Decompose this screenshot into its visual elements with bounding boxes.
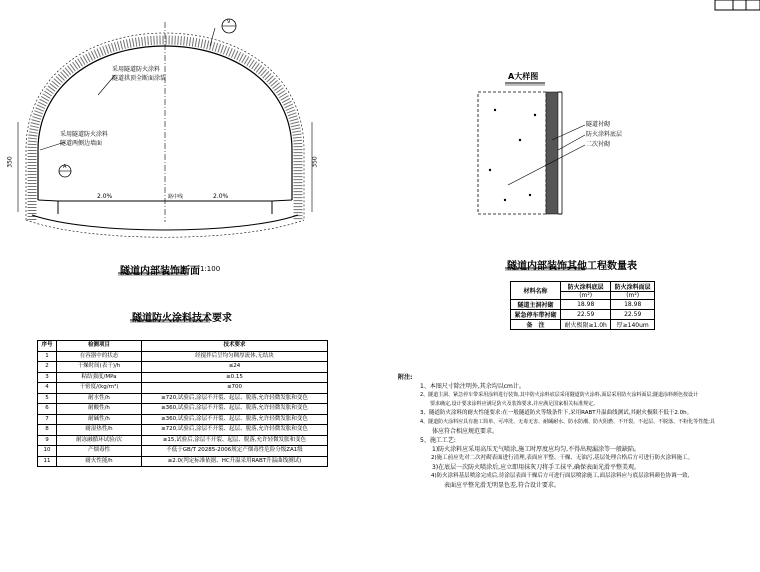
qty-cell: 耐火极限≥1.0h <box>560 320 610 330</box>
detail-a-drawing <box>478 83 585 270</box>
quantity-table-title: 隧道内部装饰其他工程数量表 <box>507 261 637 272</box>
spec-cell: ≥720,试验后,涂层不开裂、起层、脱落,允许轻微发胀和变色 <box>142 393 328 404</box>
slope-right: 2.0% <box>213 193 229 200</box>
table-row <box>511 320 655 330</box>
note-line: 2、隧道主洞、紧急停车带采用涂料进行装饰,其中防火涂料底层采用隧道防火涂料,面层采用防火涂料面层;隧道涂料颜色按设计 <box>420 392 699 398</box>
qty-header-cell: 防火涂料面层 <box>611 282 655 292</box>
spec-cell: 耐酸性/h <box>57 404 142 415</box>
note-line: 体应符合相应规范要求。 <box>420 428 499 435</box>
slope-left: 2.0% <box>97 193 113 200</box>
detail-a-label-3: 二次衬砌 <box>586 141 611 148</box>
qty-cell: 备 注 <box>511 320 561 330</box>
label-side-2: 隧道两侧边墙面 <box>60 140 103 147</box>
spec-cell: 11 <box>38 456 57 467</box>
spec-cell: 4 <box>38 383 57 394</box>
label-side-1: 采用隧道防火涂料 <box>60 131 109 138</box>
callout-sheet-label: 9 <box>227 19 231 25</box>
spec-header-cell: 技术要求 <box>142 341 328 352</box>
spec-cell: 2 <box>38 362 57 373</box>
spec-cell: ≥360,试验后,涂层不开裂、起层、脱落,允许轻微发胀和变色 <box>142 414 328 425</box>
spec-cell: 耐水性/h <box>57 393 142 404</box>
height-left: 350 <box>6 156 14 168</box>
spec-cell: 耐湿热性/h <box>57 425 142 436</box>
note-line: 3)在底层一次防火喷涂后,应立即用抹灰刀将手工抹平,确保表面光滑平整美观。 <box>420 464 640 471</box>
note-line: 表面应平整光滑无明显色差,符合设计要求。 <box>420 482 560 489</box>
spec-cell: 7 <box>38 414 57 425</box>
spec-cell: 5 <box>38 393 57 404</box>
note-line: 4)防火涂料基层喷涂完成后,待涂层表面干燥后方可进行面层喷涂施工,面层涂料应与底层涂料颜色协调一致, <box>420 473 690 479</box>
qty-header-cell: 材料名称 <box>511 282 561 300</box>
notes-heading: 附注: <box>398 374 413 381</box>
label-upper-1: 采用隧道防火涂料 <box>112 66 161 73</box>
spec-cell: 1 <box>38 351 57 362</box>
spec-table-title: 隧道防火涂料技术要求 <box>132 313 232 324</box>
spec-table-header <box>38 341 328 352</box>
spec-cell: 不低于GB/T 20285-2006规定产烟毒性危险分级ZA1级 <box>142 446 328 457</box>
qty-cell: 厚≥140um <box>611 320 655 330</box>
detail-a-label-2: 防火涂料底层 <box>586 131 623 138</box>
spec-cell: ≥360,试验后,涂层不开裂、起层、脱落,允许轻微发胀和变色 <box>142 404 328 415</box>
spec-cell: ≥15,试验后,涂层不开裂、起层、脱落,允许轻微发胀和变色 <box>142 435 328 446</box>
spec-header-cell: 序号 <box>38 341 57 352</box>
table-row <box>38 425 328 436</box>
spec-cell: 9 <box>38 435 57 446</box>
spec-cell: 在容器中的状态 <box>57 351 142 362</box>
note-line: 2)施工前应先对二次衬砌表面进行清理,表面应平整、干燥、无油污,基层处理合格后方可进行防火涂料施工。 <box>420 455 694 461</box>
note-line: 1)防火涂料应采用高压无气喷涂,施工时厚度应均匀,不得出现漏涂等一般缺陷。 <box>420 446 640 453</box>
spec-cell: ≥0.15 <box>142 372 328 383</box>
note-line: 要求确定,设计要求涂料应满足防火及装饰要求,并应满足国家相关标准规定。 <box>420 401 599 407</box>
table-row <box>38 393 328 404</box>
spec-header-cell: 检测项目 <box>57 341 142 352</box>
table-row <box>38 456 328 467</box>
qty-cell: 22.59 <box>560 310 610 320</box>
table-row <box>511 300 655 310</box>
tunnel-section-title: 隧道内部装饰断面 <box>120 266 200 277</box>
table-row <box>511 310 655 320</box>
qty-cell: 18.98 <box>611 300 655 310</box>
table-row <box>38 372 328 383</box>
spec-cell: 耐火性能/h <box>57 456 142 467</box>
spec-cell: 10 <box>38 446 57 457</box>
tunnel-section-scale: 1:100 <box>200 265 221 273</box>
spec-cell: ≤700 <box>142 383 328 394</box>
detail-a-title: A大样图 <box>508 72 539 81</box>
height-right: 350 <box>311 156 319 168</box>
spec-cell: ≤24 <box>142 362 328 373</box>
table-row <box>38 362 328 373</box>
spec-cell: 8 <box>38 425 57 436</box>
table-row <box>38 446 328 457</box>
spec-cell: ≥720,试验后,涂层不开裂、起层、脱落,允许轻微发胀和变色 <box>142 425 328 436</box>
title-block-corner <box>715 0 760 10</box>
qty-unit-cell: (m²) <box>560 292 610 300</box>
label-upper-2: 隧道拱顶全断面涂装 <box>112 75 167 82</box>
qty-cell: 18.98 <box>560 300 610 310</box>
notes-block <box>398 373 753 490</box>
table-row <box>38 383 328 394</box>
note-line: 3、隧道防火涂料的耐火性能要求:在一般隧道防火等级条件下,采用RABT升温曲线测试,其耐火极限不低于2.0h。 <box>420 410 693 416</box>
table-row <box>511 282 655 292</box>
quantity-table <box>510 281 655 330</box>
centerline-label: 路中线 <box>168 194 184 200</box>
qty-header-cell: 防火涂料底层 <box>560 282 610 292</box>
qty-unit-cell: (m²) <box>611 292 655 300</box>
table-row <box>38 414 328 425</box>
qty-cell: 隧道主洞衬砌 <box>511 300 561 310</box>
spec-cell: 粘结强度/MPa <box>57 372 142 383</box>
spec-cell: 干燥时间(表干)/h <box>57 362 142 373</box>
spec-cell: ≥2.0(判定标准依据、HC升温采用RABT升温曲线测试) <box>142 456 328 467</box>
note-line: 5、施工工艺: <box>420 437 456 444</box>
note-line: 1、本图尺寸除注明外,其余均以cm计。 <box>420 383 525 390</box>
spec-cell: 干密度/(kg/m³) <box>57 383 142 394</box>
spec-cell: 6 <box>38 404 57 415</box>
spec-table <box>37 340 328 467</box>
note-line: 4、隧道防火涂料应具有施工简单、可冲洗、无毒无害、耐碱耐水、防水防潮、防火阻燃、不开裂、不起层、不脱落、不粉化等性能;具 <box>420 419 715 425</box>
table-row <box>38 351 328 362</box>
spec-cell: 3 <box>38 372 57 383</box>
qty-cell: 紧急停车带衬砌 <box>511 310 561 320</box>
spec-cell: 耐冻融循环试验/次 <box>57 435 142 446</box>
table-row <box>38 435 328 446</box>
table-row <box>38 404 328 415</box>
qty-cell: 22.59 <box>611 310 655 320</box>
detail-a-label-1: 隧道衬砌 <box>586 121 611 128</box>
spec-cell: 经搅拌后呈均匀稠厚流体,无结块 <box>142 351 328 362</box>
callout-a-label: A <box>63 164 67 170</box>
spec-cell: 产烟毒性 <box>57 446 142 457</box>
spec-cell: 耐碱性/h <box>57 414 142 425</box>
